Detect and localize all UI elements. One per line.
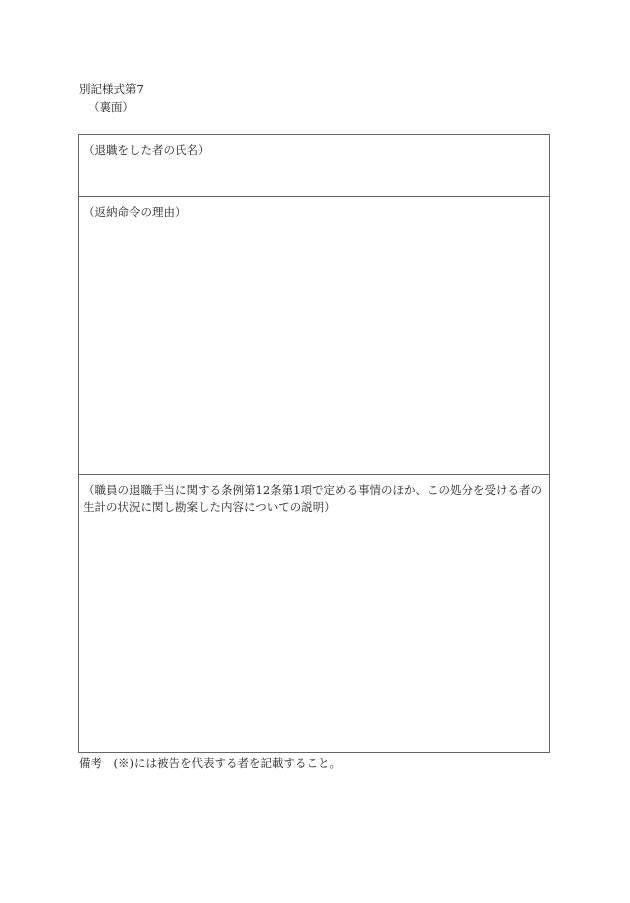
label-line-2: 生計の状況に関し勘案した内容についての説明） <box>83 500 336 514</box>
label-line-1: （職員の退職手当に関する条例第12条第1項で定める事情のほか、この処分を受ける者の <box>83 483 542 497</box>
retiree-name-label: （退職をした者の氏名） <box>83 143 210 157</box>
form-title: 別記様式第7 <box>79 82 144 96</box>
return-order-reason-label: （返納命令の理由） <box>83 205 187 219</box>
circumstances-explanation-field[interactable] <box>78 474 550 753</box>
circumstances-explanation-label <box>83 482 547 516</box>
remarks-note: 備考 (※)には被告を代表する者を記載すること。 <box>79 756 341 770</box>
form-side-label: （裏面） <box>88 100 134 114</box>
return-order-reason-field[interactable] <box>78 196 550 475</box>
retiree-name-field[interactable] <box>78 134 550 197</box>
